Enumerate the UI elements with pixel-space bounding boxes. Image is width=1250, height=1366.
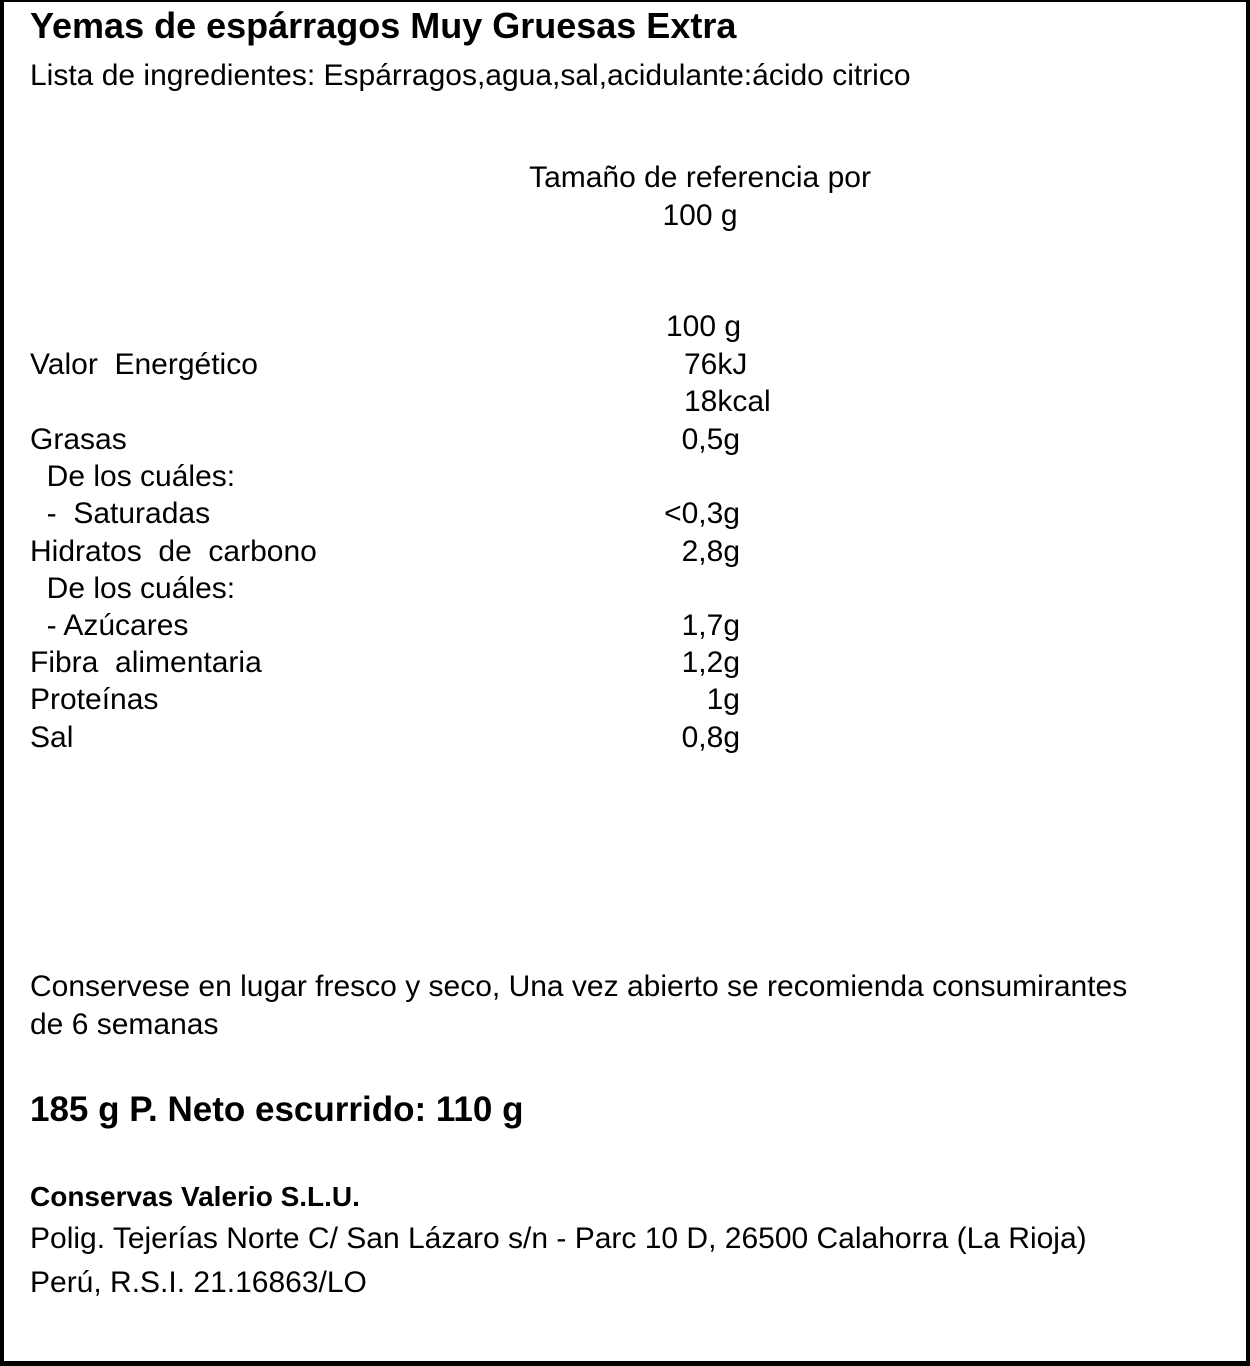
nutrient-label: - Saturadas xyxy=(30,497,211,530)
product-title: Yemas de espárragos Muy Gruesas Extra xyxy=(30,5,737,46)
nutrient-label: Hidratos de carbono xyxy=(30,535,317,568)
nutrient-value: 1g xyxy=(706,683,740,716)
nutrient-label: Fibra alimentaria xyxy=(30,646,262,679)
nutrient-label: De los cuáles: xyxy=(30,460,236,493)
nutrient-label: Sal xyxy=(30,721,74,754)
nutrient-value: 1,7g xyxy=(681,609,740,642)
reference-size-amount: 100 g xyxy=(662,199,738,232)
ingredients-list: Lista de ingredientes: Espárragos,agua,sal,acidulante:ácido citrico xyxy=(30,59,911,92)
nutrient-label: - Azúcares xyxy=(30,609,189,642)
storage-instructions-line1: Conservese en lugar fresco y seco, Una vez abierto se recomienda consumirantes xyxy=(30,970,1128,1003)
reference-size-label: Tamaño de referencia por xyxy=(529,161,871,194)
company-name: Conservas Valerio S.L.U. xyxy=(30,1181,360,1212)
nutrient-label: Grasas xyxy=(30,423,127,456)
energy-kj-value: 76kJ xyxy=(684,348,748,381)
company-address: Polig. Tejerías Norte C/ San Lázaro s/n - Parc 10 D, 26500 Calahorra (La Rioja) xyxy=(30,1222,1087,1255)
nutrient-value: 0,8g xyxy=(681,721,740,754)
nutrient-value: <0,3g xyxy=(664,497,740,530)
net-weight: 185 g P. Neto escurrido: 110 g xyxy=(30,1090,524,1129)
company-registry: Perú, R.S.I. 21.16863/LO xyxy=(30,1266,367,1299)
storage-instructions-line2: de 6 semanas xyxy=(30,1008,219,1041)
nutrient-value: 1,2g xyxy=(681,646,740,679)
energy-label: Valor Energético xyxy=(30,348,258,381)
nutrient-label: Proteínas xyxy=(30,683,159,716)
nutrient-value: 2,8g xyxy=(681,535,740,568)
nutrient-value: 0,5g xyxy=(681,423,740,456)
nutrition-column-header: 100 g xyxy=(666,310,742,343)
energy-kcal-value: 18kcal xyxy=(684,385,771,418)
nutrient-label: De los cuáles: xyxy=(30,572,236,605)
